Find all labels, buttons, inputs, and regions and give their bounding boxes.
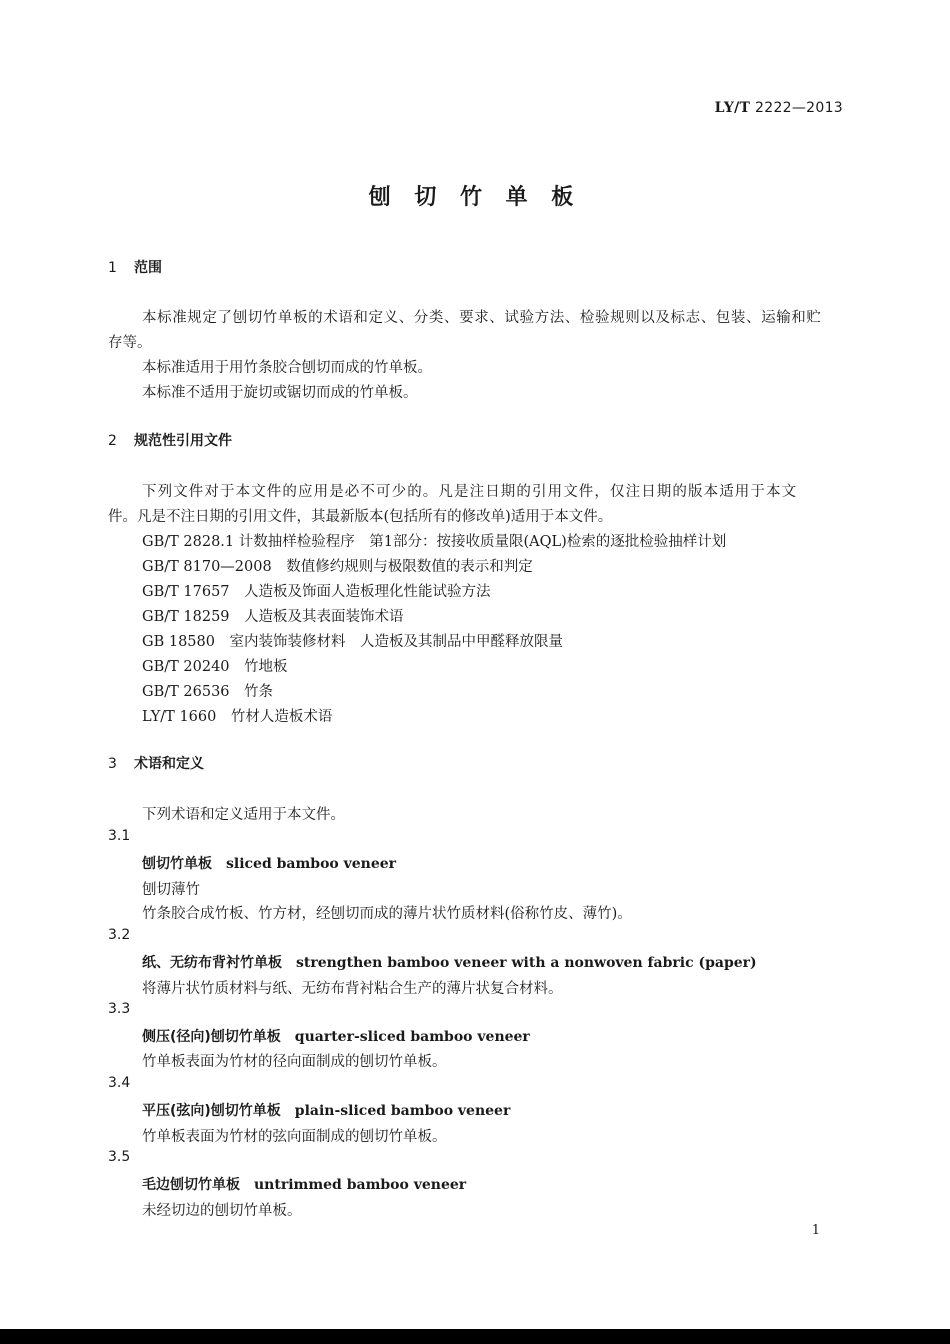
term-en: untrimmed bamboo veneer: [254, 1177, 467, 1193]
reference-title: 室内装饰装修材料 人造板及其制品中甲醛释放限量: [229, 634, 563, 650]
reference-item: [142, 705, 332, 726]
reference-item: [142, 530, 726, 551]
section-title: 术语和定义: [134, 756, 204, 772]
reference-title: 竹条: [244, 684, 274, 700]
section-2-heading: [108, 430, 232, 450]
term-zh: 刨切竹单板: [142, 856, 212, 872]
section-title: 范围: [134, 260, 162, 276]
reference-item: [142, 555, 533, 576]
bottom-bar: [0, 1329, 950, 1344]
reference-code: LY/T 1660: [142, 709, 217, 725]
section-3-heading: [108, 753, 204, 773]
section-number: 1: [108, 260, 117, 276]
term-number: 3.5: [108, 1149, 131, 1165]
reference-title: 竹材人造板术语: [230, 709, 333, 725]
section-title: 规范性引用文件: [134, 433, 232, 449]
reference-code: GB/T 18259: [142, 609, 230, 625]
term-definition: 竹条胶合成竹板、竹方材，经刨切而成的薄片状竹质材料(俗称竹皮、薄竹)。: [142, 906, 632, 922]
paragraph: 下列文件对于本文件的应用是必不可少的。凡是注日期的引用文件，仅注日期的版本适用于本文: [142, 484, 798, 500]
term-alias: 刨切薄竹: [142, 882, 200, 898]
term-heading: [142, 1174, 466, 1194]
reference-title: 计数抽样检验程序 第1部分：按接收质量限(AQL)检索的逐批检验抽样计划: [238, 534, 727, 550]
reference-title: 数值修约规则与极限数值的表示和判定: [286, 559, 533, 575]
paragraph: 下列术语和定义适用于本文件。: [142, 807, 345, 823]
paragraph: 本标准不适用于旋切或锯切而成的竹单板。: [142, 385, 418, 401]
section-number: 2: [108, 433, 117, 449]
document-title: 刨 切 竹 单 板: [368, 185, 582, 210]
paragraph: 件。凡是不注日期的引用文件，其最新版本(包括所有的修改单)适用于本文件。: [108, 509, 613, 525]
reference-title: 人造板及其表面装饰术语: [244, 609, 404, 625]
term-zh: 纸、无纺布背衬竹单板: [142, 955, 282, 971]
term-en: plain-sliced bamboo veneer: [294, 1103, 511, 1119]
paragraph: 存等。: [108, 335, 152, 351]
term-heading: [142, 952, 757, 972]
section-1-heading: [108, 257, 162, 277]
term-en: quarter-sliced bamboo veneer: [294, 1029, 530, 1045]
reference-item: [142, 580, 491, 601]
term-definition: 将薄片状竹质材料与纸、无纺布背衬粘合生产的薄片状复合材料。: [142, 981, 563, 997]
term-zh: 毛边刨切竹单板: [142, 1177, 240, 1193]
reference-code: GB/T 17657: [142, 584, 230, 600]
term-heading: [142, 1026, 530, 1046]
term-zh: 平压(弦向)刨切竹单板: [142, 1103, 281, 1119]
term-definition: 竹单板表面为竹材的径向面制成的刨切竹单板。: [142, 1054, 447, 1070]
reference-item: [142, 605, 404, 626]
standard-prefix: LY/T: [714, 100, 751, 116]
paragraph: 本标准规定了刨切竹单板的术语和定义、分类、要求、试验方法、检验规则以及标志、包装、运输和贮: [142, 310, 822, 326]
term-definition: 未经切边的刨切竹单板。: [142, 1203, 302, 1219]
reference-code: GB 18580: [142, 634, 215, 650]
reference-title: 人造板及饰面人造板理化性能试验方法: [244, 584, 491, 600]
paragraph: 本标准适用于用竹条胶合刨切而成的竹单板。: [142, 360, 432, 376]
section-number: 3: [108, 756, 117, 772]
term-number: 3.1: [108, 828, 131, 844]
term-number: 3.2: [108, 927, 131, 943]
page-number: 1: [811, 1223, 820, 1238]
reference-code: GB/T 26536: [142, 684, 230, 700]
term-heading: [142, 853, 396, 873]
reference-item: [142, 655, 288, 676]
term-heading: [142, 1100, 510, 1120]
standard-number: [715, 100, 843, 116]
reference-item: [142, 680, 273, 701]
standard-code: 2222—2013: [755, 100, 843, 116]
term-en: strengthen bamboo veneer with a nonwoven fabric (paper): [296, 955, 757, 971]
reference-item: [142, 630, 563, 651]
reference-code: GB/T 2828.1: [142, 534, 235, 550]
reference-title: 竹地板: [244, 659, 288, 675]
reference-code: GB/T 20240: [142, 659, 230, 675]
term-zh: 侧压(径向)刨切竹单板: [142, 1029, 281, 1045]
term-definition: 竹单板表面为竹材的弦向面制成的刨切竹单板。: [142, 1129, 447, 1145]
reference-code: GB/T 8170—2008: [142, 559, 272, 575]
term-number: 3.4: [108, 1075, 131, 1091]
term-en: sliced bamboo veneer: [226, 856, 397, 872]
term-number: 3.3: [108, 1001, 131, 1017]
